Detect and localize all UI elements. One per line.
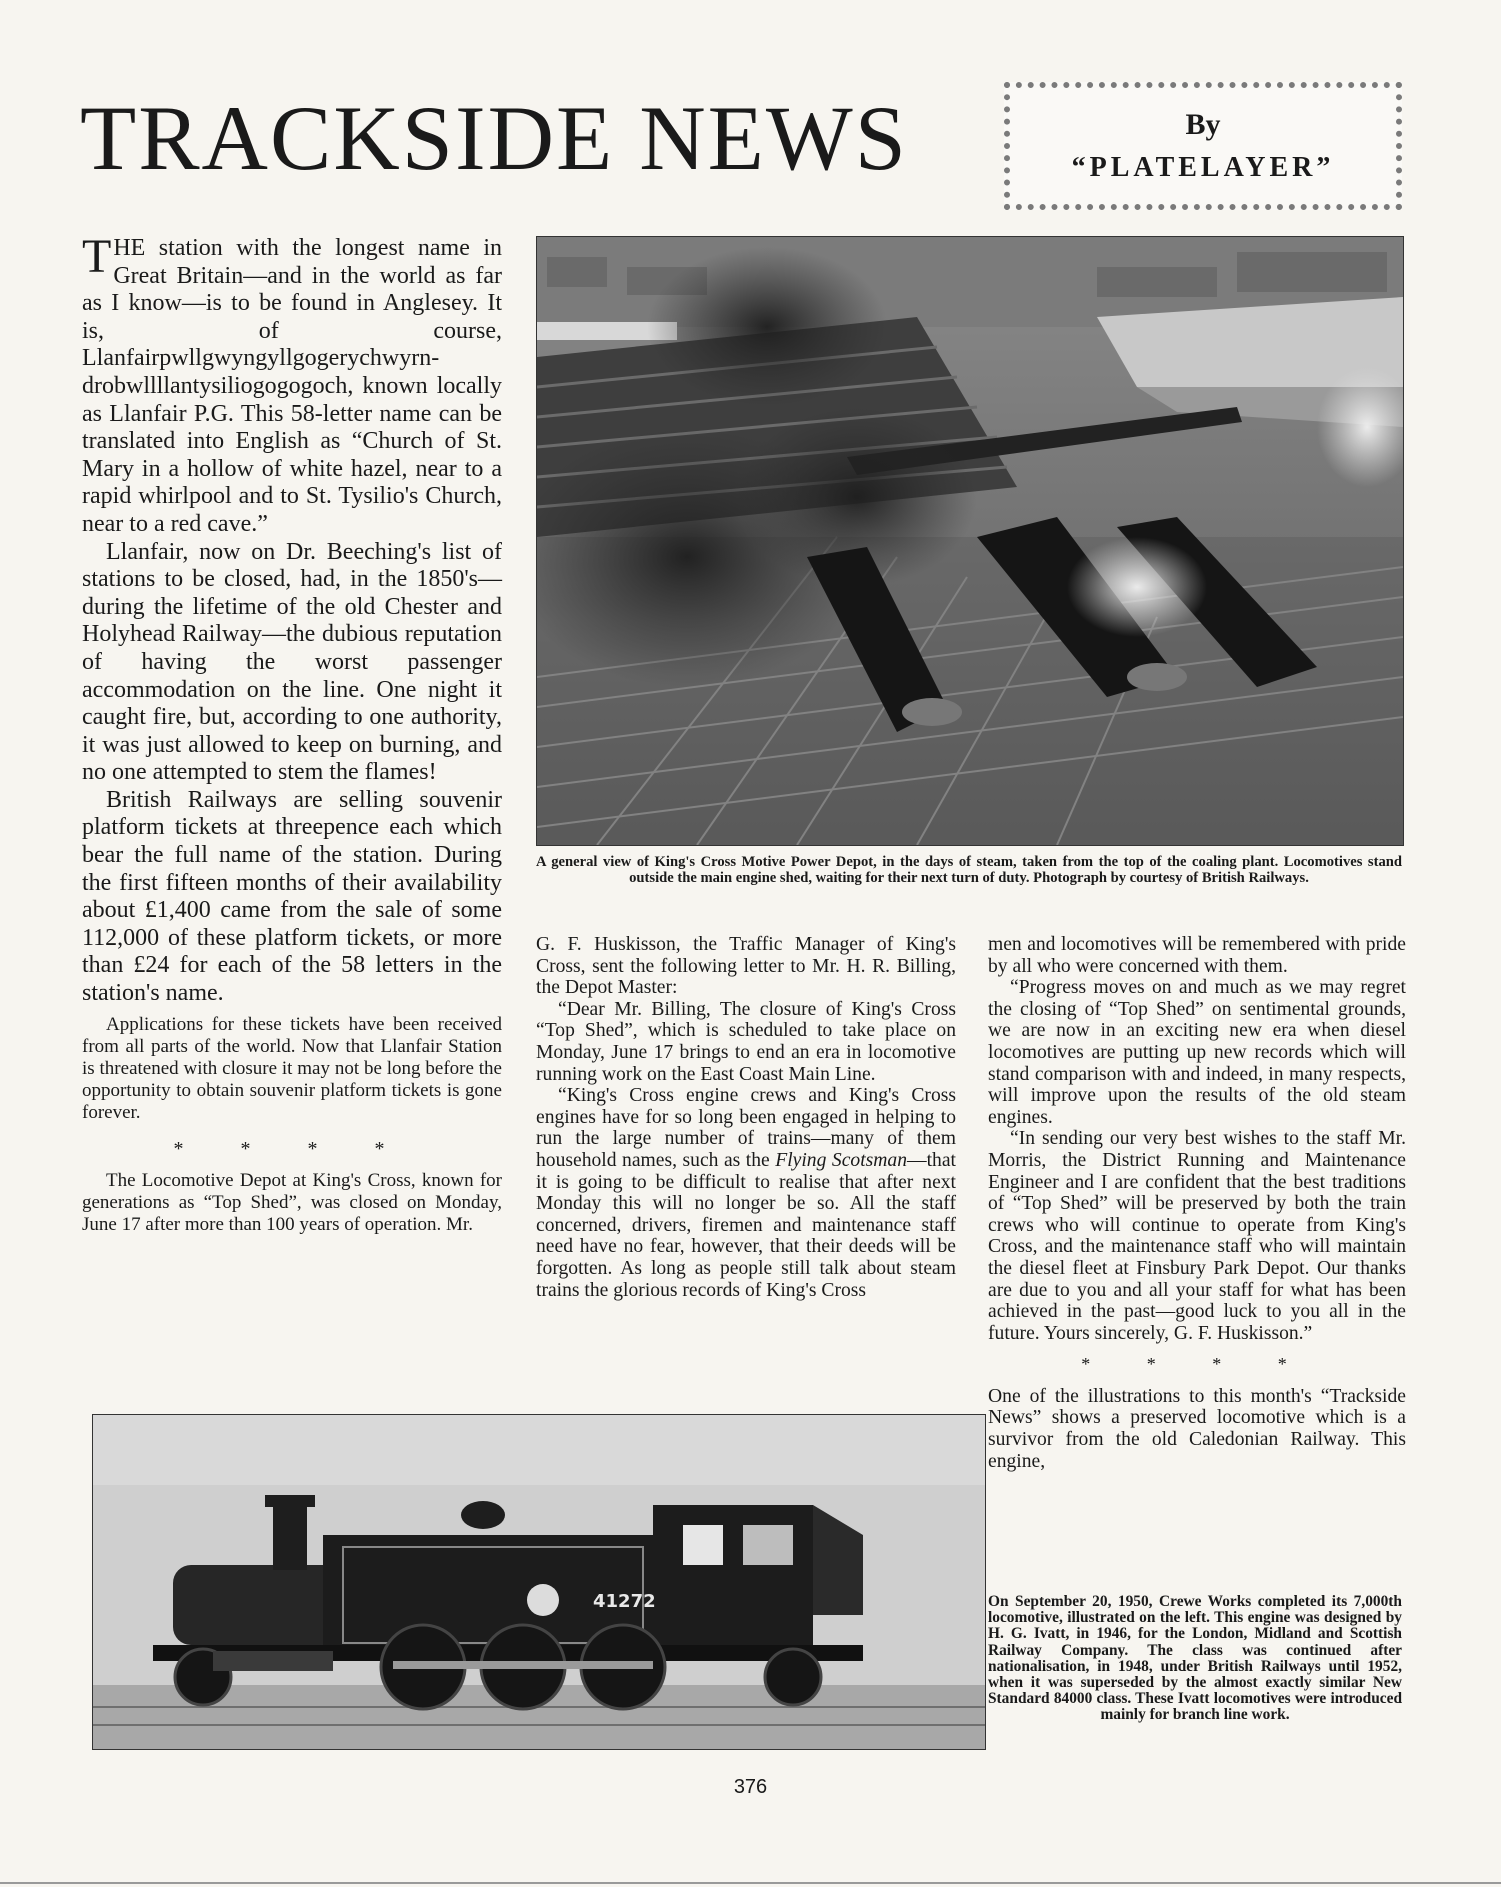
- section-divider: * * * *: [1081, 1354, 1313, 1375]
- paragraph-letter-engines: “King's Cross engine crews and King's Cross engines have for so long been engaged in helping to run the large number of trains—many of them household names, such as the Flying Scotsman—that it is going to be difficult to realise that after next Monday this will no longer be so. All the staff concerned, drivers, firemen and maintenance staff need have no fear, however, that their deeds will be forgotten. As long as people still talk about steam trains the glorious records of King's Cross: [536, 1085, 956, 1301]
- paragraph-llanfair-intro: THE station with the longest name in Great Britain—and in the world as far as I know—is to be found in Anglesey. It is, of course, Llanfairpwllgwyngyllgogerychwyrn-drobwllllantysiliogogogoch, known locally as Llanfair P.G. This 58-letter name can be translated into English as “Church of St. Mary in a hollow of white hazel, near to a rapid whirlpool and to St. Tysilio's Church, near to a red cave.”: [82, 230, 502, 537]
- paragraph-huskisson-letter-intro: G. F. Huskisson, the Traffic Manager of King's Cross, sent the following letter to Mr. H. R. Billing, the Depot Master:: [536, 934, 956, 999]
- depot-photo-caption: A general view of King's Cross Motive Power Depot, in the days of steam, taken from the top of the coaling plant. Locomotives stand outside the main engine shed, waiting for their next turn of duty. Photograph by courtesy of British Railways.: [536, 854, 1402, 886]
- paragraph-souvenir-tickets: British Railways are selling souvenir platform tickets at threepence each which bear the full name of the station. During the first fifteen months of their availability about £1,400 came from the sale of some 112,000 of these platform tickets, or more than £24 for each of the 58 letters in the station's name.: [82, 786, 502, 1007]
- paragraph-ticket-applications: Applications for these tickets have been received from all parts of the world. Now that Llanfair Station is threatened with closure it may not be long before the opportunity to obtain souvenir platform tickets is gone forever.: [82, 1013, 502, 1123]
- right-column: [988, 934, 1406, 1472]
- page-number: 376: [733, 1776, 768, 1798]
- paragraph-letter-wishes: “In sending our very best wishes to the staff Mr. Morris, the District Running and Maintenance Engineer and I are confident that the best traditions of “Top Shed” will be preserved by both the train crews who will continue to operate from King's Cross, and the maintenance staff who will maintain the diesel fleet at Finsbury Park Depot. Our thanks are due to you and all your staff for what has been achieved in the past—good luck to you all in the future. Yours sincerely, G. F. Huskisson.”: [988, 1128, 1406, 1344]
- byline-by: By: [1185, 108, 1221, 141]
- locomotive-number: 41272: [593, 1591, 656, 1612]
- locomotive-photo-caption: On September 20, 1950, Crewe Works completed its 7,000th locomotive, illustrated on the left. This engine was designed by H. G. Ivatt, in 1946, for the London, Midland and Scottish Railway Company. The class was continued after nationalisation, in 1948, under British Railways until 1952, when it was superseded by the almost exactly similar New Standard 84000 class. These Ivatt locomotives were introduced mainly for branch line work.: [988, 1593, 1402, 1724]
- paragraph-llanfair-fire: Llanfair, now on Dr. Beeching's list of stations to be closed, had, in the 1850's—during the lifetime of the old Chester and Holyhead Railway—the dubious reputation of having the worst passenger accommodation on the line. One night it caught fire, but, according to one authority, it was just allowed to keep on burning, and no one attempted to stem the flames!: [82, 538, 502, 786]
- bottom-rule: [0, 1882, 1501, 1884]
- paragraph-caledonian: One of the illustrations to this month's “Trackside News” shows a preserved locomotive which is a survivor from the old Caledonian Railway. This engine,: [988, 1385, 1406, 1472]
- paragraph-letter-progress: “Progress moves on and much as we may regret the closing of “Top Shed” on sentimental grounds, we are now in an exciting new era when diesel locomotives are putting up new records which will stand comparison with and indeed, in many respects, will improve upon the results of the old steam engines.: [988, 977, 1406, 1128]
- paragraph-letter-greeting: “Dear Mr. Billing, The closure of King's Cross “Top Shed”, which is scheduled to take place on Monday, June 17 brings to end an era in locomotive running work on the East Coast Main Line.: [536, 998, 956, 1085]
- train-name: Flying Scotsman: [775, 1149, 908, 1171]
- middle-column: [536, 934, 956, 1301]
- drop-cap: T: [82, 230, 112, 283]
- page-title: TRACKSIDE NEWS: [80, 87, 908, 189]
- section-divider: * * * *: [173, 1137, 411, 1160]
- depot-photo: [536, 236, 1404, 846]
- byline-box: [1004, 82, 1402, 210]
- locomotive-photo: [92, 1414, 986, 1750]
- byline-author: “PLATELAYER”: [1071, 152, 1335, 183]
- paragraph-letter-pride: men and locomotives will be remembered with pride by all who were concerned with them.: [988, 934, 1406, 977]
- paragraph-top-shed-closure: The Locomotive Depot at King's Cross, known for generations as “Top Shed”, was closed on Monday, June 17 after more than 100 years of operation. Mr.: [82, 1169, 502, 1235]
- left-column: [82, 230, 502, 1236]
